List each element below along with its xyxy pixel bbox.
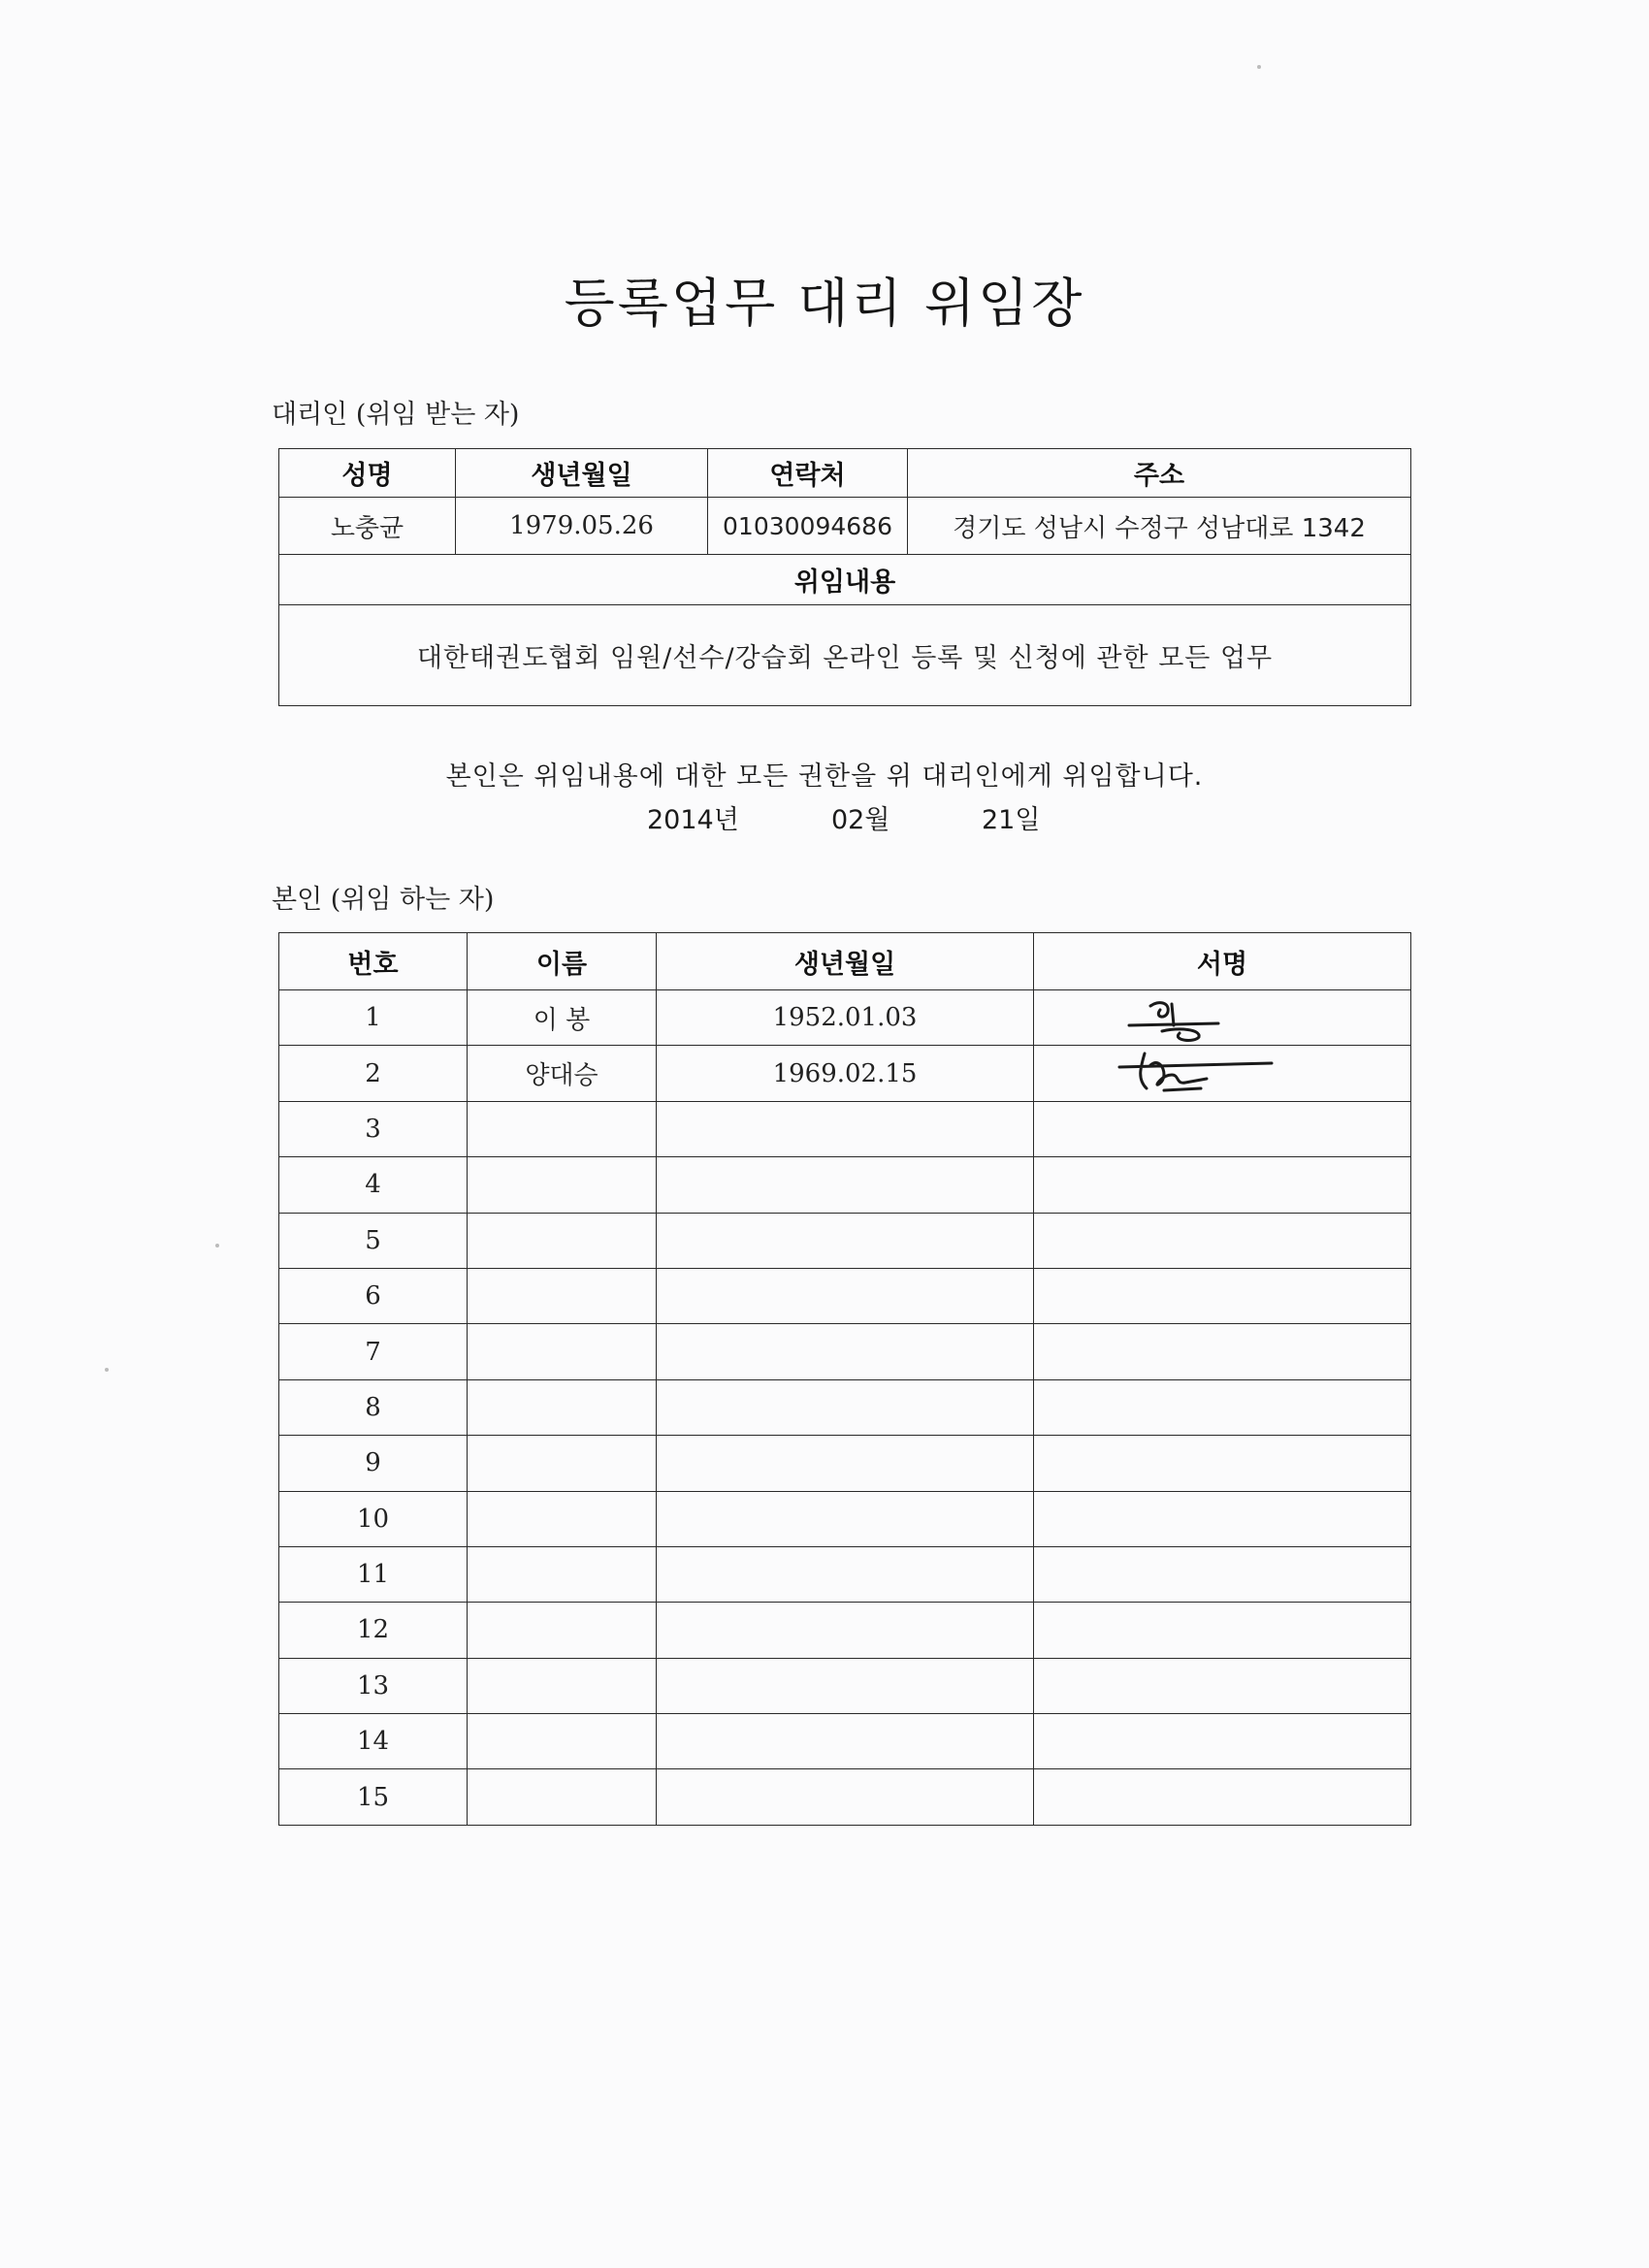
table-row bbox=[279, 1101, 1411, 1156]
delegation-content: 대한태권도협회 임원/선수/강습회 온라인 등록 및 신청에 관한 모든 업무 bbox=[279, 605, 1411, 706]
table-row bbox=[279, 1546, 1411, 1602]
table-row bbox=[279, 1379, 1411, 1435]
row-number: 12 bbox=[279, 1603, 468, 1658]
row-birth bbox=[657, 1268, 1034, 1323]
row-birth bbox=[657, 1436, 1034, 1491]
row-name: 이 봉 bbox=[468, 990, 657, 1046]
row-number: 10 bbox=[279, 1491, 468, 1546]
row-name bbox=[468, 1324, 657, 1379]
row-name bbox=[468, 1658, 657, 1713]
row-name bbox=[468, 1769, 657, 1825]
principal-col-signature: 서명 bbox=[1034, 933, 1411, 990]
row-signature bbox=[1034, 1268, 1411, 1323]
principal-col-name: 이름 bbox=[468, 933, 657, 990]
row-number: 3 bbox=[279, 1101, 468, 1156]
row-name bbox=[468, 1546, 657, 1602]
signature-image bbox=[1112, 990, 1286, 1046]
row-number: 5 bbox=[279, 1213, 468, 1268]
row-number: 4 bbox=[279, 1157, 468, 1213]
table-row bbox=[279, 1157, 1411, 1213]
principal-table bbox=[278, 932, 1411, 1826]
agent-section-label: 대리인 (위임 받는 자) bbox=[272, 400, 520, 430]
agent-col-phone: 연락처 bbox=[708, 449, 908, 498]
table-row bbox=[279, 1046, 1411, 1101]
agent-table bbox=[278, 448, 1411, 706]
table-row bbox=[279, 1769, 1411, 1825]
row-signature bbox=[1034, 1324, 1411, 1379]
row-number: 13 bbox=[279, 1658, 468, 1713]
row-name bbox=[468, 1714, 657, 1769]
row-signature bbox=[1034, 1379, 1411, 1435]
delegation-header-row bbox=[279, 555, 1411, 605]
row-birth bbox=[657, 1101, 1034, 1156]
row-number: 8 bbox=[279, 1379, 468, 1435]
row-signature bbox=[1034, 1769, 1411, 1825]
row-number: 7 bbox=[279, 1324, 468, 1379]
row-number: 9 bbox=[279, 1436, 468, 1491]
delegation-statement: 본인은 위임내용에 대한 모든 권한을 위 대리인에게 위임합니다. bbox=[445, 761, 1204, 792]
row-name bbox=[468, 1101, 657, 1156]
row-signature bbox=[1034, 1546, 1411, 1602]
row-signature bbox=[1034, 1101, 1411, 1156]
row-signature bbox=[1034, 1046, 1411, 1101]
table-row bbox=[279, 1436, 1411, 1491]
row-birth bbox=[657, 1546, 1034, 1602]
date-line bbox=[0, 798, 1649, 837]
row-name bbox=[468, 1603, 657, 1658]
agent-col-address: 주소 bbox=[908, 449, 1411, 498]
principal-col-no: 번호 bbox=[279, 933, 468, 990]
table-row bbox=[279, 1714, 1411, 1769]
table-row bbox=[279, 1603, 1411, 1658]
row-number: 14 bbox=[279, 1714, 468, 1769]
signature-image bbox=[1112, 1046, 1286, 1101]
row-name bbox=[468, 1379, 657, 1435]
date-day: 21일 bbox=[982, 805, 1041, 835]
row-birth bbox=[657, 1714, 1034, 1769]
agent-phone: 01030094686 bbox=[708, 498, 908, 555]
agent-name: 노충균 bbox=[279, 498, 456, 555]
agent-data-row bbox=[279, 498, 1411, 555]
principal-section-label: 본인 (위임 하는 자) bbox=[272, 885, 495, 915]
row-signature bbox=[1034, 1157, 1411, 1213]
row-name bbox=[468, 1157, 657, 1213]
delegation-header: 위임내용 bbox=[279, 555, 1411, 605]
row-signature bbox=[1034, 1491, 1411, 1546]
document-title: 등록업무 대리 위임장 bbox=[564, 273, 1085, 334]
row-signature bbox=[1034, 1213, 1411, 1268]
row-birth bbox=[657, 1213, 1034, 1268]
row-number: 2 bbox=[279, 1046, 468, 1101]
row-name bbox=[468, 1268, 657, 1323]
row-name bbox=[468, 1436, 657, 1491]
row-number: 11 bbox=[279, 1546, 468, 1602]
row-birth bbox=[657, 1491, 1034, 1546]
date-year: 2014년 bbox=[647, 805, 739, 835]
row-birth bbox=[657, 1769, 1034, 1825]
row-number: 6 bbox=[279, 1268, 468, 1323]
table-row bbox=[279, 990, 1411, 1046]
scan-speck bbox=[1257, 65, 1261, 69]
agent-birth: 1979.05.26 bbox=[456, 498, 708, 555]
principal-col-birth: 생년월일 bbox=[657, 933, 1034, 990]
row-signature bbox=[1034, 990, 1411, 1046]
date-month: 02월 bbox=[831, 805, 890, 835]
row-birth bbox=[657, 1379, 1034, 1435]
row-birth bbox=[657, 1658, 1034, 1713]
row-name bbox=[468, 1491, 657, 1546]
scan-speck bbox=[215, 1244, 219, 1247]
table-row bbox=[279, 1268, 1411, 1323]
row-signature bbox=[1034, 1603, 1411, 1658]
agent-col-name: 성명 bbox=[279, 449, 456, 498]
principal-header-row bbox=[279, 933, 1411, 990]
row-number: 15 bbox=[279, 1769, 468, 1825]
scan-speck bbox=[105, 1368, 109, 1372]
table-row bbox=[279, 1213, 1411, 1268]
row-birth: 1969.02.15 bbox=[657, 1046, 1034, 1101]
row-birth: 1952.01.03 bbox=[657, 990, 1034, 1046]
table-row bbox=[279, 1491, 1411, 1546]
row-name bbox=[468, 1213, 657, 1268]
agent-address: 경기도 성남시 수정구 성남대로 1342 bbox=[908, 498, 1411, 555]
row-number: 1 bbox=[279, 990, 468, 1046]
agent-header-row bbox=[279, 449, 1411, 498]
row-birth bbox=[657, 1603, 1034, 1658]
delegation-content-row bbox=[279, 605, 1411, 706]
row-signature bbox=[1034, 1658, 1411, 1713]
row-birth bbox=[657, 1324, 1034, 1379]
table-row bbox=[279, 1658, 1411, 1713]
row-birth bbox=[657, 1157, 1034, 1213]
agent-col-birth: 생년월일 bbox=[456, 449, 708, 498]
row-signature bbox=[1034, 1714, 1411, 1769]
row-signature bbox=[1034, 1436, 1411, 1491]
principal-rows bbox=[279, 990, 1411, 1826]
table-row bbox=[279, 1324, 1411, 1379]
row-name: 양대승 bbox=[468, 1046, 657, 1101]
